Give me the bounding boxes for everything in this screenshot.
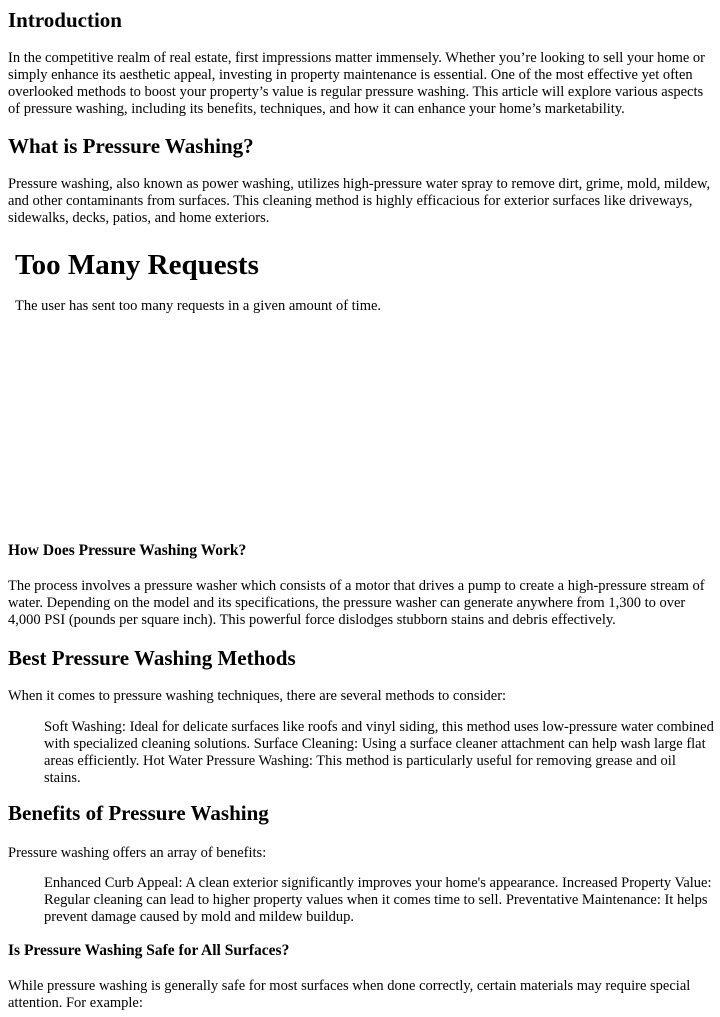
what-heading: What is Pressure Washing? [8, 134, 254, 158]
best-methods-heading: Best Pressure Washing Methods [8, 646, 296, 670]
embed-error-message: The user has sent too many requests in a given amount of time. [15, 298, 382, 314]
safe-surfaces-paragraph: While pressure washing is generally safe for most surfaces when done correctly, certain materials may require special attention. For example: [8, 978, 691, 1011]
how-paragraph: The process involves a pressure washer which consists of a motor that drives a pump to create a high-pressure stream of water. Depending on the model and its specifications, the pressure washer can generate anywhere from 1,300 to over 4,000 PSI (pounds per square inch). This powerful force dislodges stubborn stains and debris effectively. [8, 578, 705, 628]
intro-paragraph: In the competitive realm of real estate, first impressions matter immensely. Whether you’re looking to sell your home or simply enhance its aesthetic appeal, investing in property maintenance is essential. One of the most effective yet often overlooked methods to boost your property’s value is regular pressure washing. This article will explore various aspects of pressure washing, including its benefits, techniques, and how it can enhance your home’s marketability. [8, 50, 706, 117]
benefits-quote: Enhanced Curb Appeal: A clean exterior significantly improves your home's appearance. Increased Property Value: Regular cleaning can lead to higher property values when it comes time to sell. Preventative Maintenance: It helps prevent damage caused by mold and mildew buildup. [44, 875, 712, 925]
safe-surfaces-heading: Is Pressure Washing Safe for All Surfaces? [8, 942, 290, 959]
embed-error-title: Too Many Requests [15, 249, 259, 281]
how-heading: How Does Pressure Washing Work? [8, 542, 247, 559]
embedded-frame [8, 236, 714, 526]
benefits-heading: Benefits of Pressure Washing [8, 801, 269, 825]
best-methods-quote: Soft Washing: Ideal for delicate surfaces like roofs and vinyl siding, this method uses low-pressure water combined with specialized cleaning solutions. Surface Cleaning: Using a surface cleaner attachment can help wash large flat areas efficiently. Hot Water Pressure Washing: This method is particularly useful for removing grease and oil stains. [44, 719, 714, 786]
what-paragraph: Pressure washing, also known as power washing, utilizes high-pressure water spray to remove dirt, grime, mold, mildew, and other contaminants from surfaces. This cleaning method is highly efficacious for exterior surfaces like driveways, sidewalks, decks, patios, and home exteriors. [8, 176, 711, 226]
benefits-paragraph: Pressure washing offers an array of benefits: [8, 845, 267, 861]
best-methods-paragraph: When it comes to pressure washing techniques, there are several methods to consider: [8, 688, 507, 704]
intro-heading: Introduction [8, 8, 122, 32]
